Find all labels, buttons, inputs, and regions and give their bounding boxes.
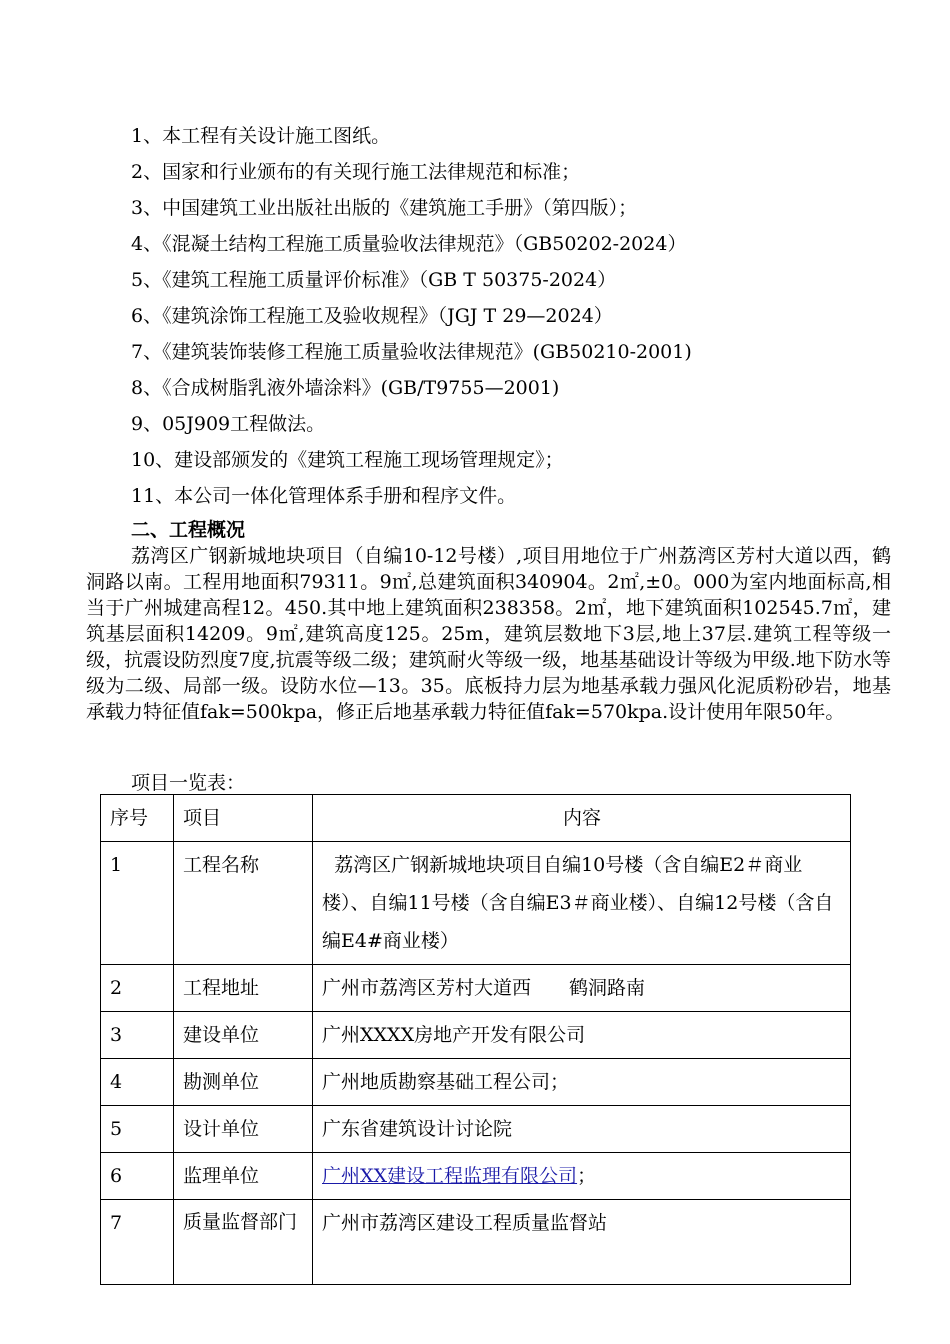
row-item: 工程名称 [174,842,313,965]
section-heading: 二、工程概况 [131,519,246,541]
table-header-row [101,795,851,842]
row-item: 勘测单位 [174,1059,313,1106]
row-item: 设计单位 [174,1106,313,1153]
row-item: 监理单位 [174,1153,313,1200]
table-caption: 项目一览表： [131,772,246,794]
reference-item: 10、建设部颁发的《建筑工程施工现场管理规定》； [131,449,564,471]
row-number: 7 [101,1200,174,1285]
table-row [101,965,851,1012]
column-header-no: 序号 [101,795,174,842]
column-header-item: 项目 [174,795,313,842]
row-number: 6 [101,1153,174,1200]
reference-item: 2、国家和行业颁布的有关现行施工法律规范和标准； [131,161,581,183]
row-item: 质量监督部门 [174,1200,313,1285]
reference-item: 11、本公司一体化管理体系手册和程序文件。 [131,485,517,507]
row-content: 荔湾区广钢新城地块项目自编10号楼（含自编E2＃商业楼）、自编11号楼（含自编E3＃商业楼）、自编12号楼（含自编E4#商业楼） [313,842,851,965]
row-content: 广州市荔湾区建设工程质量监督站 [313,1200,851,1285]
reference-item: 3、中国建筑工业出版社出版的《建筑施工手册》（第四版）； [131,197,638,219]
column-header-content: 内容 [313,795,851,842]
table-row [101,842,851,965]
table-row [101,1153,851,1200]
row-number: 5 [101,1106,174,1153]
row-content [313,1153,851,1200]
table-row [101,1200,851,1285]
reference-list [131,118,891,514]
reference-item: 6、《建筑涂饰工程施工及验收规程》（JGJ T 29—2024） [131,305,613,327]
row-content: 广州XXXX房地产开发有限公司 [313,1012,851,1059]
row-content: 广州市荔湾区芳村大道西 鹤洞路南 [313,965,851,1012]
reference-item: 9、05J909工程做法。 [131,413,326,435]
row-number: 2 [101,965,174,1012]
reference-item: 1、本工程有关设计施工图纸。 [131,125,391,147]
row-item: 建设单位 [174,1012,313,1059]
row-number: 3 [101,1012,174,1059]
row-number: 4 [101,1059,174,1106]
reference-item: 7、《建筑装饰装修工程施工质量验收法律规范》(GB50210-2001) [131,341,692,363]
reference-item: 4、《混凝土结构工程施工质量验收法律规范》（GB50202-2024） [131,233,687,255]
table-row [101,1012,851,1059]
row-item: 工程地址 [174,965,313,1012]
row-number: 1 [101,842,174,965]
table-row [101,1059,851,1106]
reference-item: 5、《建筑工程施工质量评价标准》（GB T 50375-2024） [131,269,617,291]
row-content-suffix: ； [577,1165,597,1187]
table-row [101,1106,851,1153]
project-overview-paragraph: 荔湾区广钢新城地块项目（自编10-12号楼）,项目用地位于广州荔湾区芳村大道以西，鹤洞路以南。工程用地面积79311。9㎡,总建筑面积340904。2㎡,±0。000为室内地面标高,相当于广州城建高程12。450.其中地上建筑面积238358。2㎡，地下建筑面积102545.7㎡，建筑基层面积14209。9㎡,建筑高度125。25m，建筑层数地下3层,地上37层.建筑工程等级一级，抗震设防烈度7度,抗震等级二级；建筑耐火等级一级，地基基础设计等级为甲级.地下防水等级为二级、局部一级。设防水位—13。35。底板持力层为地基承载力强风化泥质粉砂岩，地基承载力特征值fak=500kpa，修正后地基承载力特征值fak=570kpa.设计使用年限50年。 [86,545,891,723]
project-summary-table [100,794,851,1285]
row-content: 广东省建筑设计讨论院 [313,1106,851,1153]
reference-item: 8、《合成树脂乳液外墙涂料》(GB/T9755—2001) [131,377,560,399]
supervision-company-link[interactable]: 广州XX建设工程监理有限公司 [322,1165,578,1187]
row-content: 广州地质勘察基础工程公司； [313,1059,851,1106]
